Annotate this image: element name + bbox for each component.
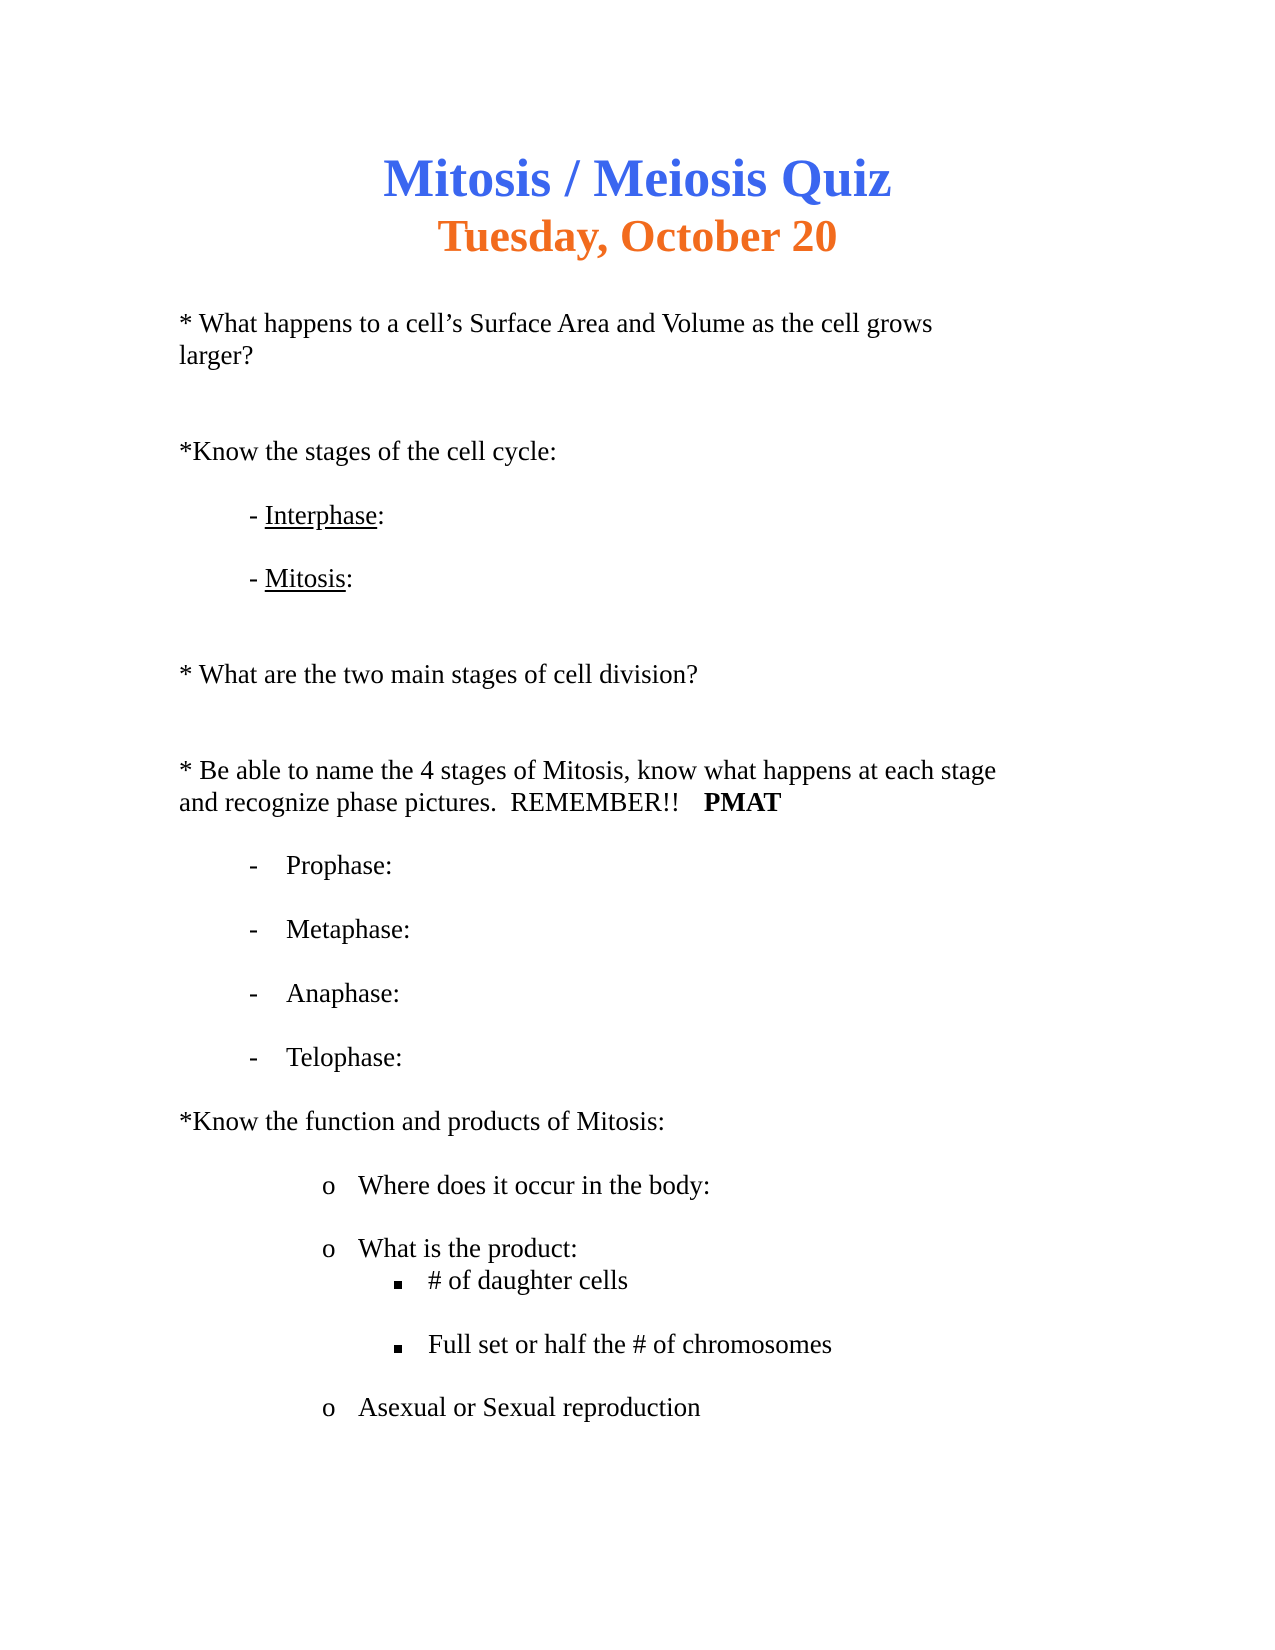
mitosis-stages-prompt-line-1: * Be able to name the 4 stages of Mitosis, know what happens at each stage xyxy=(179,755,997,785)
sub-sub-chromosomes: Full set or half the # of chromosomes xyxy=(428,1329,833,1359)
item-suffix: : xyxy=(345,563,354,593)
sub-question-reproduction: Asexual or Sexual reproduction xyxy=(358,1392,701,1422)
stage-dash: - xyxy=(249,914,258,944)
circle-bullet: o xyxy=(322,1233,336,1263)
item-label: Interphase xyxy=(264,500,378,530)
question-cell-division: * What are the two main stages of cell division? xyxy=(179,659,699,689)
quiz-date: Tuesday, October 20 xyxy=(437,210,838,261)
stage-prophase: Prophase: xyxy=(286,850,393,880)
item-dash: - xyxy=(249,563,265,593)
stage-telophase: Telophase: xyxy=(286,1042,403,1072)
circle-bullet: o xyxy=(322,1170,336,1200)
question-surface-area-line-2: larger? xyxy=(179,340,254,370)
stage-dash: - xyxy=(249,978,258,1008)
sub-question-product: What is the product: xyxy=(358,1233,578,1263)
mitosis-function-prompt: *Know the function and products of Mitosis: xyxy=(179,1106,665,1136)
question-surface-area-line-1: * What happens to a cell’s Surface Area and Volume as the cell grows xyxy=(179,308,933,338)
circle-bullet: o xyxy=(322,1392,336,1422)
square-bullet-icon xyxy=(394,1340,402,1358)
cell-cycle-item-mitosis xyxy=(249,561,353,595)
item-dash: - xyxy=(249,500,265,530)
cell-cycle-item-interphase xyxy=(249,498,385,532)
sub-sub-daughter-cells: # of daughter cells xyxy=(428,1265,629,1295)
item-label: Mitosis xyxy=(264,563,346,593)
stage-anaphase: Anaphase: xyxy=(286,978,400,1008)
sub-question-location: Where does it occur in the body: xyxy=(358,1170,711,1200)
pmat-emphasis: PMAT xyxy=(703,787,782,817)
item-suffix: : xyxy=(377,500,385,530)
mitosis-stages-prompt-line-2 xyxy=(179,785,781,819)
square-bullet-icon xyxy=(394,1276,402,1294)
stage-dash: - xyxy=(249,1042,258,1072)
cell-cycle-prompt: *Know the stages of the cell cycle: xyxy=(179,436,557,466)
stage-metaphase: Metaphase: xyxy=(286,914,411,944)
page-title: Mitosis / Meiosis Quiz xyxy=(383,148,892,208)
prompt-text: and recognize phase pictures. REMEMBER!! xyxy=(179,787,680,817)
stage-dash: - xyxy=(249,850,258,880)
